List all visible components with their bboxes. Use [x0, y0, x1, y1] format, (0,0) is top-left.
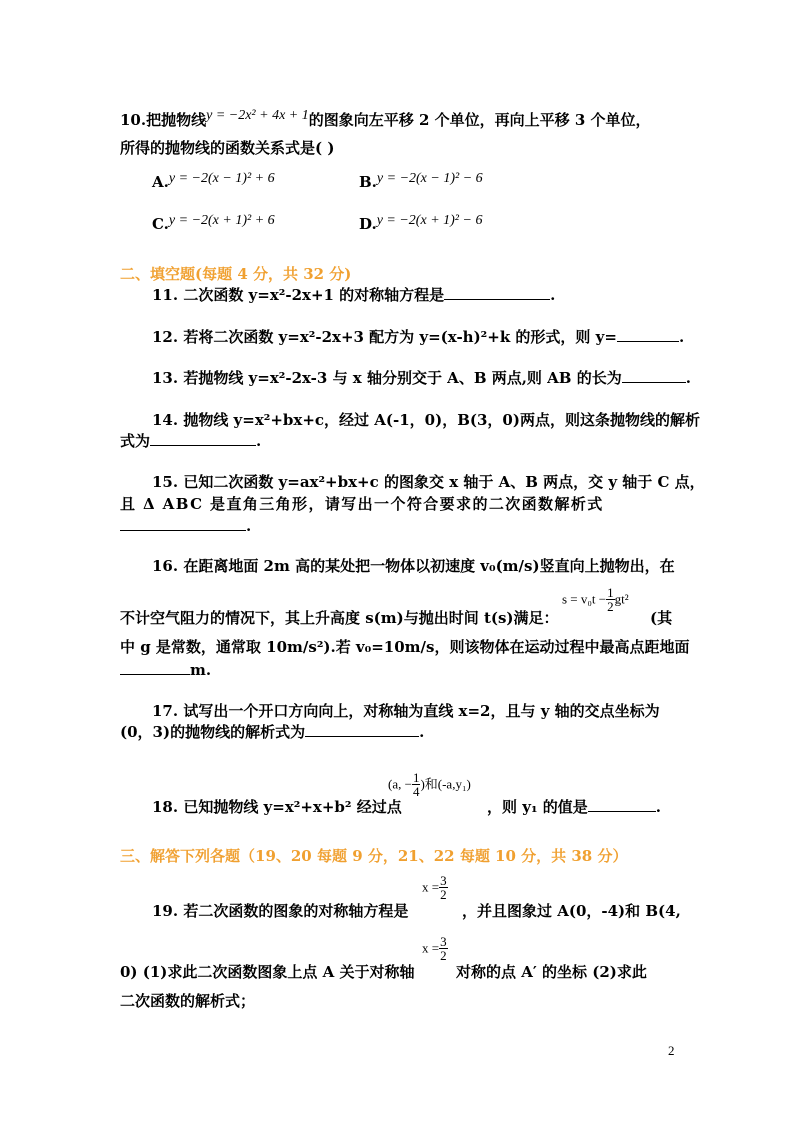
q10-suffix: 的图象向左平移 2 个单位，再向上平移 3 个单位，	[308, 111, 651, 129]
option-equation: y = −2(x + 1)² + 6	[168, 213, 275, 228]
q15-end: .	[246, 517, 252, 535]
q10-equation: y = −2x² + 4x + 1	[206, 108, 309, 123]
q13	[152, 368, 691, 388]
option-label: B.	[359, 173, 377, 191]
q17-line2	[120, 722, 424, 742]
q19-line2-text: 0) (1)求此二次函数图象上点 A 关于对称轴	[120, 963, 415, 981]
q16-line3: 中 g 是常数，通常取 10m/s²).若 v₀=10m/s，则该物体在运动过程中最高点距地面	[120, 638, 690, 656]
fraction-denominator: 2	[440, 948, 447, 963]
q10-option-a[interactable]	[152, 172, 275, 194]
q17-answer-blank[interactable]	[305, 722, 419, 737]
q10-line1	[120, 110, 651, 132]
q18-text: 18. 已知抛物线 y=x²+x+b² 经过点	[152, 798, 402, 816]
q10-line2: 所得的抛物线的函数关系式是( )	[120, 139, 335, 157]
q18-suffix: ，则 y₁ 的值是	[487, 798, 588, 816]
q17-line1: 17. 试写出一个开口方向向上，对称轴为直线 x=2，且与 y 轴的交点坐标为	[152, 702, 660, 720]
fraction-numerator: 3	[440, 873, 447, 888]
fraction-numerator: 1	[412, 770, 420, 785]
q14-answer-blank[interactable]	[150, 431, 256, 446]
q16-end: m.	[190, 661, 212, 679]
q12-answer-blank[interactable]	[617, 327, 679, 342]
q12-text: 12. 若将二次函数 y=x²-2x+3 配方为 y=(x-h)²+k 的形式，则 y=	[152, 328, 617, 346]
q16-line4	[120, 660, 211, 680]
q16-formula	[562, 586, 629, 613]
fraction-denominator: 2	[607, 599, 614, 614]
q19-line3: 二次函数的解析式；	[120, 992, 256, 1010]
q19-line2-suffix: 对称的点 A′ 的坐标 (2)求此	[456, 963, 647, 981]
q11	[152, 285, 555, 305]
q19-line2	[120, 934, 647, 982]
option-equation: y = −2(x + 1)² − 6	[376, 213, 483, 228]
q18	[152, 770, 661, 817]
q17-text: (0，3)的抛物线的解析式为	[120, 723, 306, 741]
q18-end: .	[655, 798, 661, 816]
q12-end: .	[678, 328, 685, 346]
q10-option-d[interactable]	[359, 214, 482, 236]
option-equation: y = −2(x − 1)² + 6	[168, 171, 275, 186]
q16-text: 不计空气阻力的情况下，其上升高度 s(m)与抛出时间 t(s)满足：	[120, 609, 559, 627]
q17-end: .	[419, 723, 425, 741]
q19-axis-formula-2	[422, 935, 448, 962]
fraction-numerator: 1	[607, 585, 614, 600]
option-label: A.	[152, 173, 169, 191]
x-equals: x =	[422, 940, 440, 956]
q19-line1	[152, 873, 681, 921]
q14-text: 式为	[120, 432, 151, 450]
option-equation: y = −2(x − 1)² − 6	[376, 171, 483, 186]
q14-line2	[120, 431, 261, 451]
x-equals: x =	[422, 879, 440, 895]
q15-line3	[120, 516, 251, 536]
point-left: (a, −	[388, 776, 412, 792]
q16-line2-end: (其	[650, 609, 673, 627]
q11-end: .	[550, 286, 556, 304]
q10-prefix: 10.把抛物线	[120, 111, 207, 129]
q15-line2: 且 Δ ABC 是直角三角形，请写出一个符合要求的二次函数解析式	[120, 495, 604, 513]
formula-right: gt²	[614, 591, 629, 607]
point-right: )和(-a,y₁)	[420, 776, 471, 792]
axis-fraction	[439, 935, 448, 962]
section-2-heading: 二、填空题(每题 4 分，共 32 分)	[120, 265, 352, 283]
q15-answer-blank[interactable]	[120, 516, 246, 531]
q18-answer-blank[interactable]	[588, 797, 656, 812]
q19-text: 19. 若二次函数的图象的对称轴方程是	[152, 902, 409, 920]
fraction-denominator: 4	[412, 784, 420, 799]
q14-line1: 14. 抛物线 y=x²+bx+c，经过 A(-1，0)，B(3，0)两点，则这条抛物线的解析	[152, 411, 700, 429]
fraction-denominator: 2	[440, 887, 447, 902]
q11-answer-blank[interactable]	[444, 285, 550, 300]
q18-point	[388, 771, 471, 798]
formula-left: s = v₀t −	[562, 591, 607, 607]
q10-option-b[interactable]	[359, 172, 483, 194]
section-3-heading: 三、解答下列各题（19、20 每题 9 分，21、22 每题 10 分，共 38 分）	[120, 847, 628, 865]
q19-axis-formula-1	[422, 874, 448, 901]
q16-answer-blank[interactable]	[120, 660, 190, 675]
q13-text: 13. 若抛物线 y=x²-2x-3 与 x 轴分别交于 A、B 两点,则 AB 的长为	[152, 369, 622, 387]
q16-line2	[120, 585, 673, 628]
q12	[152, 327, 684, 347]
option-label: D.	[359, 215, 377, 233]
q10-option-c[interactable]	[152, 214, 275, 236]
q13-answer-blank[interactable]	[622, 368, 686, 383]
page-number: 2	[668, 1043, 675, 1058]
formula-fraction	[606, 586, 615, 613]
fraction-numerator: 3	[440, 934, 447, 949]
q15-line1: 15. 已知二次函数 y=ax²+bx+c 的图象交 x 轴于 A、B 两点，交 y 轴于 C 点，	[152, 473, 705, 491]
q11-text: 11. 二次函数 y=x²-2x+1 的对称轴方程是	[152, 286, 445, 304]
option-label: C.	[152, 215, 169, 233]
q19-suffix: ，并且图象过 A(0，-4)和 B(4,	[462, 902, 681, 920]
q16-line1: 16. 在距离地面 2m 高的某处把一物体以初速度 v₀(m/s)竖直向上抛物出，在	[152, 557, 675, 575]
axis-fraction	[439, 874, 448, 901]
q14-end: .	[256, 432, 262, 450]
q18-tail	[487, 797, 661, 817]
q13-end: .	[685, 369, 691, 387]
